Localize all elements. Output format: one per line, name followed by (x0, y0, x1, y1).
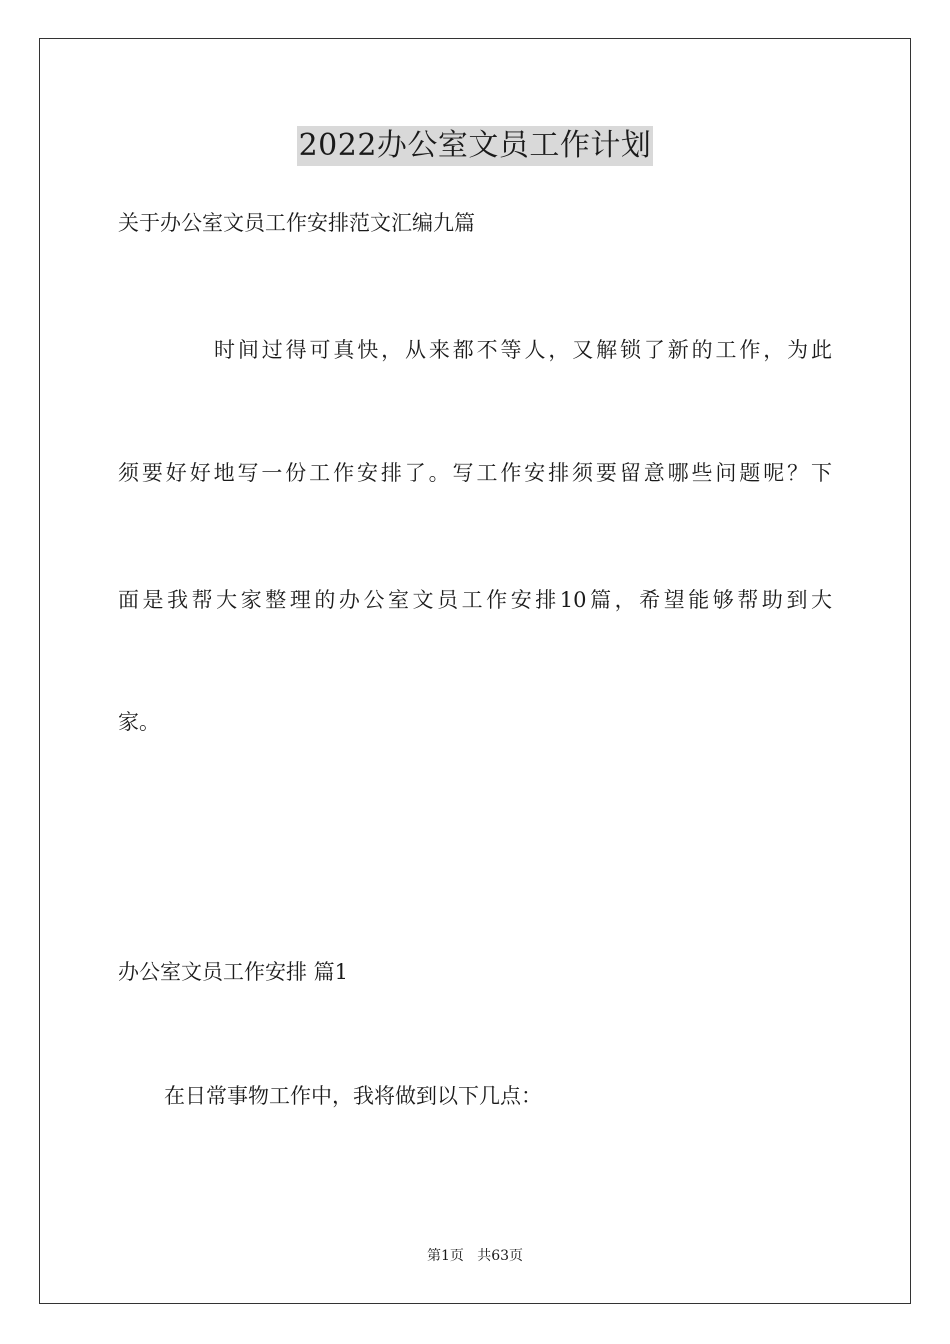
document-title: 2022办公室文员工作计划 (297, 126, 654, 166)
intro-line-2: 须要好好地写一份工作安排了。写工作安排须要留意哪些问题呢？下 (118, 461, 832, 485)
intro-line-4: 家。 (118, 710, 160, 734)
intro-line-3: 面是我帮大家整理的办公室文员工作安排10篇，希望能够帮助到大 (118, 588, 832, 612)
intro-line-1: 时间过得可真快，从来都不等人，又解锁了新的工作，为此 (214, 338, 832, 362)
page-footer: 第1页 共63页 (426, 1248, 524, 1264)
section-first-line: 在日常事物工作中，我将做到以下几点： (164, 1084, 542, 1108)
title-container (0, 126, 950, 166)
section-heading: 办公室文员工作安排 篇1 (118, 960, 349, 984)
document-subtitle: 关于办公室文员工作安排范文汇编九篇 (118, 211, 475, 235)
